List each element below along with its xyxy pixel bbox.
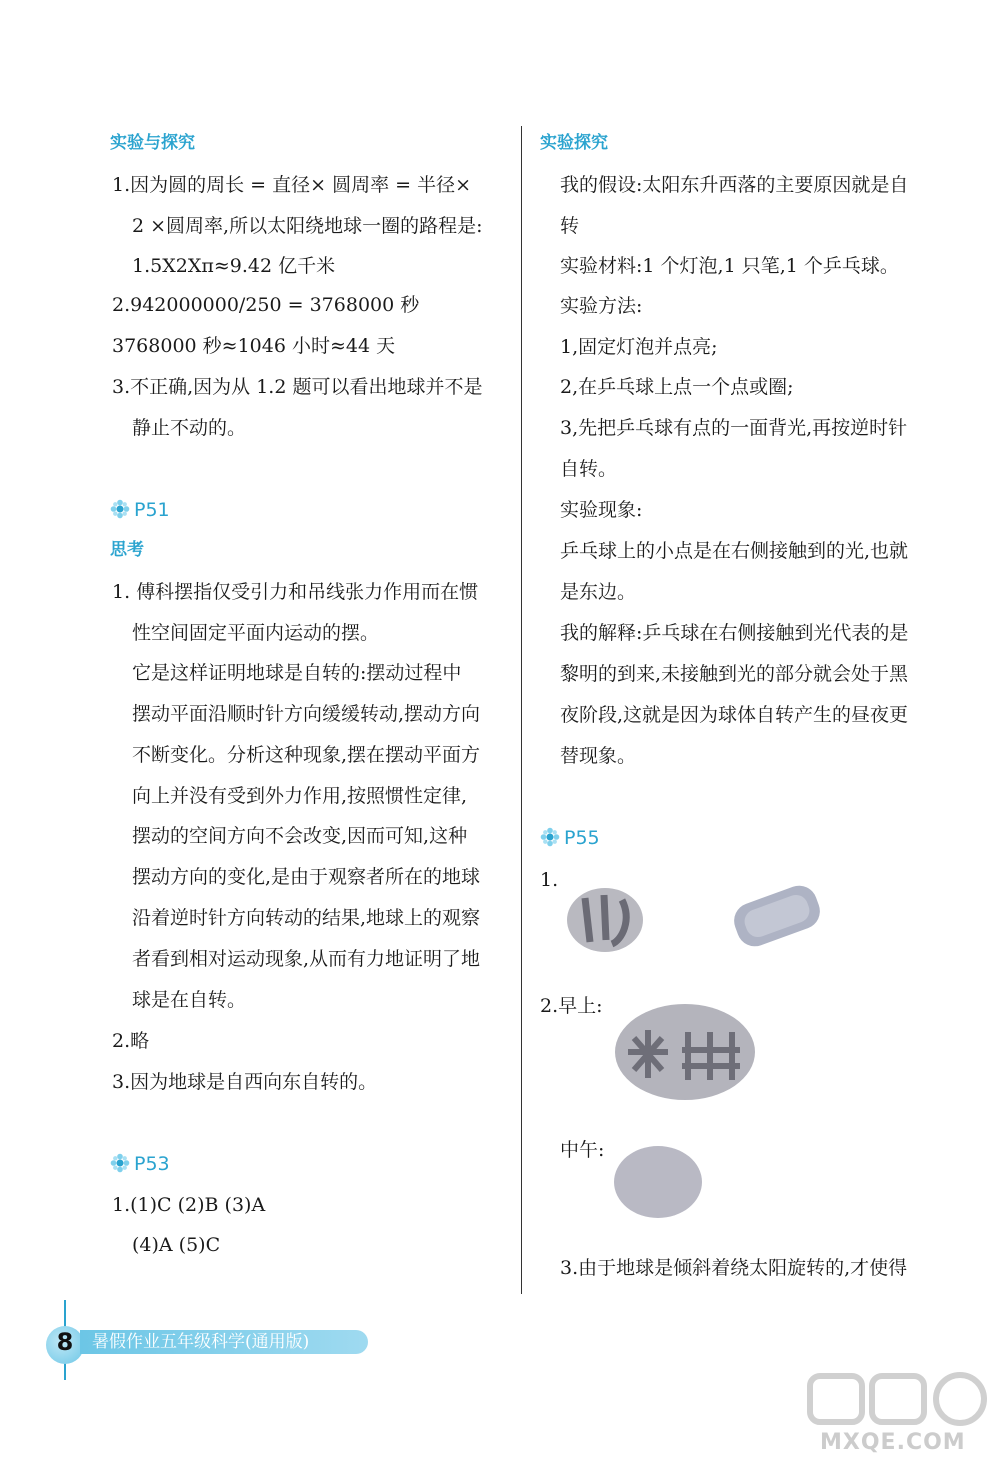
page-number: 8 xyxy=(56,1328,74,1356)
answer-line: 向上并没有受到外力作用,按照惯性定律, xyxy=(132,785,468,807)
answer-line: 1.(1)C (2)B (3)A xyxy=(112,1194,266,1216)
answer-line: 1,固定灯泡并点亮; xyxy=(560,336,718,358)
answer-line: 静止不动的。 xyxy=(132,417,247,439)
flower-icon xyxy=(540,827,560,847)
flower-icon xyxy=(110,1153,130,1173)
answer-line: 我的假设:太阳东升西落的主要原因就是自 xyxy=(560,174,909,196)
answer-line: 摆动方向的变化,是由于观察者所在的地球 xyxy=(132,866,481,888)
page-label: P51 xyxy=(134,499,170,521)
question-line: 中午: xyxy=(560,1139,605,1161)
flower-icon xyxy=(110,499,130,519)
page-heading-p55 xyxy=(540,826,600,850)
answer-line: 3.不正确,因为从 1.2 题可以看出地球并不是 xyxy=(112,376,483,398)
answer-line: 球是在自转。 xyxy=(132,989,247,1011)
answer-line: 摆动平面沿顺时针方向缓缓转动,摆动方向 xyxy=(132,703,481,725)
answer-line: 实验材料:1 个灯泡,1 只笔,1 个乒乓球。 xyxy=(560,255,899,277)
answer-line: 性空间固定平面内运动的摆。 xyxy=(132,622,380,644)
section-heading-experiment: 实验与探究 xyxy=(110,133,195,153)
answer-line: 乒乓球上的小点是在右侧接触到的光,也就 xyxy=(560,540,909,562)
answer-line: 我的解释:乒乓球在右侧接触到光代表的是 xyxy=(560,622,909,644)
answer-line: 替现象。 xyxy=(560,745,637,767)
page-heading-p53 xyxy=(110,1152,170,1176)
page-label: P55 xyxy=(564,827,600,849)
answer-line: 转 xyxy=(560,215,580,237)
book-title: 暑假作业五年级科学(通用版) xyxy=(92,1332,310,1352)
answer-line: 2.942000000/250 = 3768000 秒 xyxy=(112,294,420,316)
answer-line: 3.由于地球是倾斜着绕太阳旋转的,才使得 xyxy=(560,1257,908,1279)
answer-line: 2.略 xyxy=(112,1030,150,1052)
answer-line: 2 ×圆周率,所以太阳绕地球一圈的路程是: xyxy=(132,215,483,237)
answer-line: 2,在乒乓球上点一个点或圈; xyxy=(560,376,794,398)
answer-line: 摆动的空间方向不会改变,因而可知,这种 xyxy=(132,825,468,847)
answer-line: 沿着逆时针方向转动的结果,地球上的观察 xyxy=(132,907,481,929)
answer-line: 实验方法: xyxy=(560,295,643,317)
answer-line: 3768000 秒≈1046 小时≈44 天 xyxy=(112,335,396,357)
answer-line: 黎明的到来,未接触到光的部分就会处于黑 xyxy=(560,663,909,685)
answer-line: 1.因为圆的周长 = 直径× 圆周率 = 半径× xyxy=(112,174,472,196)
answer-line: 者看到相对运动现象,从而有力地证明了地 xyxy=(132,948,481,970)
shadow-image xyxy=(722,876,832,956)
section-heading-experiment-explore: 实验探究 xyxy=(540,133,608,153)
answer-line: 不断变化。分析这种现象,摆在摆动平面方 xyxy=(132,744,481,766)
answer-line: 1.5X2Xπ≈9.42 亿千米 xyxy=(132,255,336,277)
answer-line: 它是这样证明地球是自转的:摆动过程中 xyxy=(132,662,462,684)
question-number: 1. xyxy=(540,869,559,891)
page-label: P53 xyxy=(134,1153,170,1175)
answer-line: 是东边。 xyxy=(560,581,637,603)
answer-line: 3,先把乒乓球有点的一面背光,再按逆时针 xyxy=(560,417,908,439)
answer-line: 夜阶段,这就是因为球体自转产生的昼夜更 xyxy=(560,704,909,726)
morning-shadow-image xyxy=(610,1000,760,1104)
answer-line: (4)A (5)C xyxy=(132,1234,221,1256)
answer-line: 实验现象: xyxy=(560,499,643,521)
page-heading-p51 xyxy=(110,498,170,522)
moon-phase-image xyxy=(560,880,650,960)
answer-line: 1. 傅科摆指仅受引力和吊线张力作用而在惯 xyxy=(112,581,479,603)
column-divider xyxy=(521,126,522,1294)
question-line: 2.早上: xyxy=(540,995,603,1017)
answer-line: 3.因为地球是自西向东自转的。 xyxy=(112,1071,378,1093)
answer-line: 自转。 xyxy=(560,458,618,480)
watermark-text: MXQE.COM xyxy=(820,1430,966,1455)
section-heading-think: 思考 xyxy=(110,540,144,560)
noon-shadow-image xyxy=(612,1144,704,1220)
